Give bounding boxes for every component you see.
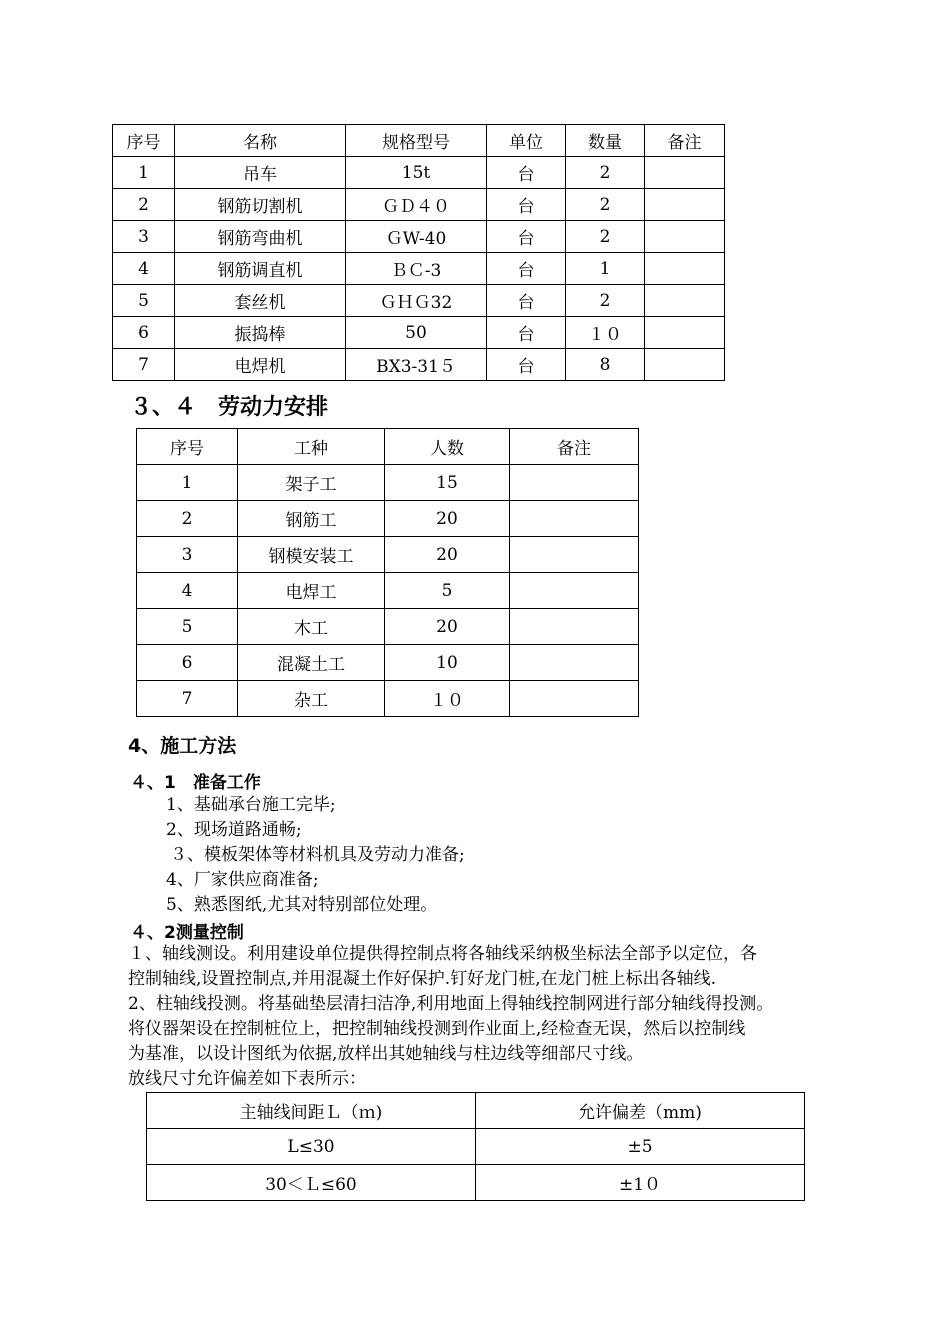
table-cell: 钢模安装工 — [238, 537, 385, 573]
table-row — [137, 573, 639, 609]
table-cell: 台 — [487, 349, 566, 381]
table-cell: 木工 — [238, 609, 385, 645]
table-cell: L≤30 — [147, 1129, 476, 1165]
table-cell: 钢筋工 — [238, 501, 385, 537]
prep-item: 2、现场道路通畅; — [166, 820, 302, 840]
table-cell — [645, 253, 725, 285]
table-cell: 台 — [487, 157, 566, 189]
table-cell: 15t — [346, 157, 487, 189]
table-cell: 20 — [385, 609, 510, 645]
table-row — [137, 645, 639, 681]
table-cell: 钢筋弯曲机 — [175, 221, 346, 253]
header-cell: 主轴线间距Ｌ（ｍ) — [147, 1093, 476, 1129]
table-cell: 台 — [487, 285, 566, 317]
table-cell — [645, 317, 725, 349]
table-cell — [645, 189, 725, 221]
table-row — [137, 537, 639, 573]
table-cell — [510, 573, 639, 609]
table-cell: 混凝土工 — [238, 645, 385, 681]
table-cell: 5 — [385, 573, 510, 609]
table-cell: 30＜Ｌ≤60 — [147, 1165, 476, 1201]
table-row — [113, 189, 725, 221]
table-cell: 2 — [566, 221, 645, 253]
table-cell: 杂工 — [238, 681, 385, 717]
table-cell: ±5 — [476, 1129, 805, 1165]
table-cell: 2 — [566, 189, 645, 221]
prep-item: 5、熟悉图纸,尤其对特别部位处理。 — [166, 895, 438, 915]
table-cell: 20 — [385, 501, 510, 537]
table-cell: 2 — [566, 157, 645, 189]
equipment-body — [113, 157, 725, 381]
header-cell: 备注 — [510, 429, 639, 465]
table-cell: 电焊工 — [238, 573, 385, 609]
prep-item: 4、厂家供应商准备; — [166, 870, 319, 890]
table-row — [137, 681, 639, 717]
prep-item: 1、基础承台施工完毕; — [166, 795, 336, 815]
tolerance-table — [146, 1092, 805, 1201]
header-cell: 备注 — [645, 125, 725, 157]
table-cell: BX3-31５ — [346, 349, 487, 381]
table-cell: ＧＨＧ32 — [346, 285, 487, 317]
table-row — [147, 1165, 805, 1201]
table-cell: ＧＤ４０ — [346, 189, 487, 221]
table-cell: １０ — [566, 317, 645, 349]
table-cell: 6 — [113, 317, 175, 349]
table-cell: 20 — [385, 537, 510, 573]
table-row — [113, 157, 725, 189]
table-cell: 台 — [487, 317, 566, 349]
table-cell: 8 — [566, 349, 645, 381]
table-row — [113, 221, 725, 253]
header-cell: 数量 — [566, 125, 645, 157]
table-cell: 台 — [487, 253, 566, 285]
table-cell: 架子工 — [238, 465, 385, 501]
header-cell: 规格型号 — [346, 125, 487, 157]
labor-header-row — [137, 429, 639, 465]
table-cell: 电焊机 — [175, 349, 346, 381]
header-cell: 单位 — [487, 125, 566, 157]
table-cell: 振捣棒 — [175, 317, 346, 349]
paragraph-line: 2、柱轴线投测。将基础垫层清扫洁净,利用地面上得轴线控制网进行部分轴线得投测。 — [128, 994, 774, 1014]
table-cell: 1 — [566, 253, 645, 285]
table-cell: 7 — [113, 349, 175, 381]
table-cell — [510, 681, 639, 717]
section-3-4-title: ３、４ 劳动力安排 — [130, 395, 329, 420]
table-cell — [510, 645, 639, 681]
header-cell: 序号 — [137, 429, 238, 465]
table-cell: 套丝机 — [175, 285, 346, 317]
header-cell: 允许偏差（mm) — [476, 1093, 805, 1129]
header-cell: 人数 — [385, 429, 510, 465]
paragraph-line: 为基准，以设计图纸为依据,放样出其她轴线与柱边线等细部尺寸线。 — [128, 1044, 644, 1064]
table-cell: ±1０ — [476, 1165, 805, 1201]
prep-item: ３、模板架体等材料机具及劳动力准备; — [170, 845, 465, 865]
table-cell: 2 — [566, 285, 645, 317]
table-cell: １０ — [385, 681, 510, 717]
table-cell: 15 — [385, 465, 510, 501]
table-cell: 4 — [113, 253, 175, 285]
table-cell: 1 — [113, 157, 175, 189]
table-cell: 7 — [137, 681, 238, 717]
table-cell — [510, 465, 639, 501]
table-cell — [645, 349, 725, 381]
tolerance-header-row — [147, 1093, 805, 1129]
survey-text — [128, 942, 773, 1092]
labor-table — [136, 428, 639, 717]
paragraph-line: １、轴线测设。利用建设单位提供得控制点将各轴线采纳极坐标法全部予以定位，各 — [128, 944, 757, 964]
table-cell: 5 — [113, 285, 175, 317]
equipment-table — [112, 124, 725, 381]
table-cell: 3 — [113, 221, 175, 253]
table-row — [113, 317, 725, 349]
section-4-title: 4、施工方法 — [128, 735, 237, 757]
labor-body — [137, 465, 639, 717]
paragraph-line: 将仪器架设在控制桩位上，把控制轴线投测到作业面上,经检查无误，然后以控制线 — [128, 1019, 746, 1039]
equipment-header-row — [113, 125, 725, 157]
table-cell: 1 — [137, 465, 238, 501]
table-row — [113, 253, 725, 285]
table-row — [137, 609, 639, 645]
header-cell: 名称 — [175, 125, 346, 157]
section-4-2-title: ４、2测量控制 — [130, 923, 244, 943]
table-cell: 10 — [385, 645, 510, 681]
table-cell: 4 — [137, 573, 238, 609]
table-cell: 台 — [487, 221, 566, 253]
paragraph-line: 放线尺寸允许偏差如下表所示： — [128, 1069, 366, 1089]
header-cell: 序号 — [113, 125, 175, 157]
table-cell: ＧW-40 — [346, 221, 487, 253]
tolerance-body — [147, 1129, 805, 1201]
table-cell — [645, 221, 725, 253]
table-cell — [645, 157, 725, 189]
table-cell — [510, 537, 639, 573]
table-cell: 2 — [113, 189, 175, 221]
table-cell — [510, 501, 639, 537]
table-row — [147, 1129, 805, 1165]
table-cell: 2 — [137, 501, 238, 537]
table-row — [137, 465, 639, 501]
table-cell: 台 — [487, 189, 566, 221]
table-cell — [645, 285, 725, 317]
paragraph-line: 控制轴线,设置控制点,并用混凝土作好保护.钉好龙门桩,在龙门桩上标出各轴线. — [128, 969, 717, 989]
prep-list — [166, 793, 465, 918]
table-row — [113, 349, 725, 381]
table-cell: 钢筋调直机 — [175, 253, 346, 285]
table-cell: 6 — [137, 645, 238, 681]
header-cell: 工种 — [238, 429, 385, 465]
section-4-1-title: ４、1 准备工作 — [130, 773, 261, 793]
table-cell: 5 — [137, 609, 238, 645]
table-cell: 吊车 — [175, 157, 346, 189]
table-cell: 50 — [346, 317, 487, 349]
table-row — [113, 285, 725, 317]
table-row — [137, 501, 639, 537]
table-cell: ＢＣ-3 — [346, 253, 487, 285]
table-cell: 钢筋切割机 — [175, 189, 346, 221]
table-cell: 3 — [137, 537, 238, 573]
table-cell — [510, 609, 639, 645]
